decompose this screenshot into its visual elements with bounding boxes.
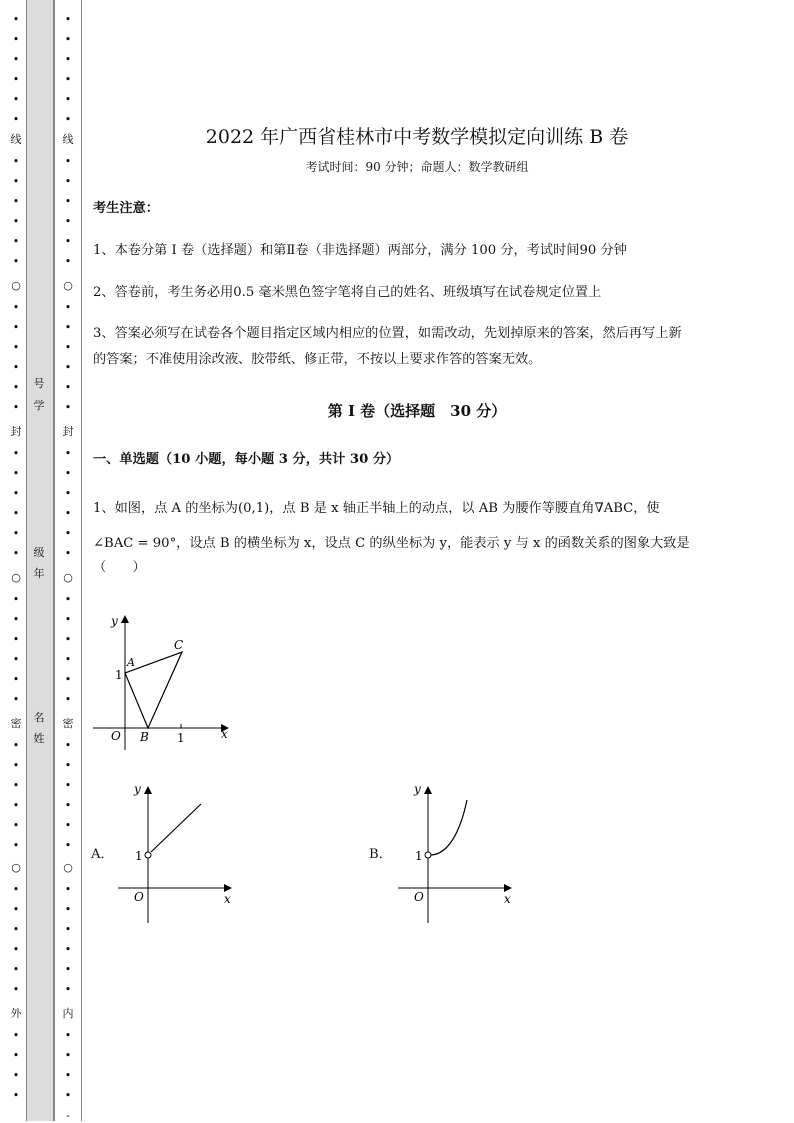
open-point	[145, 852, 151, 858]
origin-label: O	[111, 729, 121, 743]
section-title: 第 I 卷（选择题 30 分）	[327, 402, 507, 420]
x-one-label: 1	[177, 731, 185, 745]
binding-margin-strip	[26, 0, 54, 1121]
notice-heading: 考生注意：	[93, 201, 159, 216]
outer-mark-wai: 外	[10, 1007, 22, 1020]
notice-item-3-line-2: 的答案；不准使用涂改液、胶带纸、修正带，不按以上要求作答的答案无效。	[93, 352, 542, 367]
graph-line	[151, 804, 201, 852]
notice-item-3-line-1: 3、答案必须写在试卷各个题目指定区域内相应的位置，如需改动，先划掉原来的答案，然后再写上新	[93, 326, 682, 341]
inner-mark-nei: 内	[62, 1007, 74, 1020]
graph-curve	[431, 800, 467, 855]
option-a-label: A．	[91, 847, 114, 862]
one-label: 1	[415, 849, 423, 863]
question-1-answer-bracket: （ ）	[93, 560, 146, 575]
part-title: 一、单选题（10 小题，每小题 3 分，共计 30 分）	[93, 452, 400, 467]
inner-mark-mi: 密	[62, 717, 74, 730]
inner-mark-circle: ○	[63, 279, 73, 292]
inner-mark-feng: 封	[62, 425, 74, 438]
option-b-label: B．	[369, 847, 392, 862]
question-1-figure	[85, 605, 245, 755]
outer-mark-circle: ○	[11, 571, 21, 584]
y-axis-label: y	[111, 614, 118, 628]
inner-mark-circle: ○	[63, 571, 73, 584]
origin-label: O	[414, 890, 424, 904]
point-a-label: A	[127, 656, 135, 669]
x-axis-label: x	[224, 892, 231, 906]
point-b-label: B	[140, 730, 149, 744]
inner-mark-circle: ○	[63, 861, 73, 874]
page-title: 2022 年广西省桂林市中考数学模拟定向训练 B 卷	[205, 126, 629, 148]
label-nian: 年	[33, 567, 45, 580]
x-axis-label: x	[504, 892, 511, 906]
outer-mark-circle: ○	[11, 279, 21, 292]
label-xue: 学	[33, 399, 45, 412]
outer-mark-mi: 密	[10, 717, 22, 730]
one-label: 1	[135, 849, 143, 863]
outer-dot-column: • • • • • • 线 • • • • • • ○ • • • • • • 封 • • • • • • ○ • • • • • • 密 • • • • • • ○ • • • • • • 外 • • • •	[10, 13, 22, 1102]
notice-item-2: 2、答卷前，考生务必用0.5 毫米黑色签字笔将自己的姓名、班级填写在试卷规定位置上	[93, 285, 602, 300]
notice-item-1: 1、本卷分第 I 卷（选择题）和第Ⅱ卷（非选择题）两部分，满分 100 分，考试时间90 分钟	[93, 243, 627, 258]
y-axis-label: y	[134, 782, 141, 796]
question-1-line-2: ∠BAC = 90°，设点 B 的横坐标为 x，设点 C 的纵坐标为 y，能表示 y 与 x 的函数关系的图象大致是	[93, 536, 690, 551]
outer-mark-feng: 封	[10, 425, 22, 438]
label-ji: 级	[33, 546, 45, 559]
x-axis-label: x	[221, 727, 228, 741]
label-xing: 姓	[33, 732, 45, 745]
inner-mark-xian: 线	[62, 133, 74, 146]
question-1-line-1: 1、如图，点 A 的坐标为(0,1)，点 B 是 x 轴正半轴上的动点，以 AB 为腰作等腰直角∇ABC，使	[93, 501, 660, 516]
open-point	[425, 852, 431, 858]
point-c-label: C	[174, 638, 184, 652]
outer-mark-circle: ○	[11, 861, 21, 874]
option-b-graph	[390, 778, 520, 928]
exam-subtitle: 考试时间：90 分钟；命题人：数学教研组	[305, 160, 529, 174]
inner-dot-column: • • • • • • 线 • • • • • • ○ • • • • • • 封 • • • • • • ○ • • • • • • 密 • • • • • • ○ • • • • • • 内 • • • • -	[62, 13, 74, 1122]
option-a-graph	[110, 778, 240, 928]
label-hao: 号	[33, 377, 45, 390]
y-axis-label: y	[414, 782, 421, 796]
label-ming: 名	[33, 711, 45, 724]
y-one-label: 1	[115, 668, 123, 682]
origin-label: O	[134, 890, 144, 904]
outer-mark-xian: 线	[10, 133, 22, 146]
